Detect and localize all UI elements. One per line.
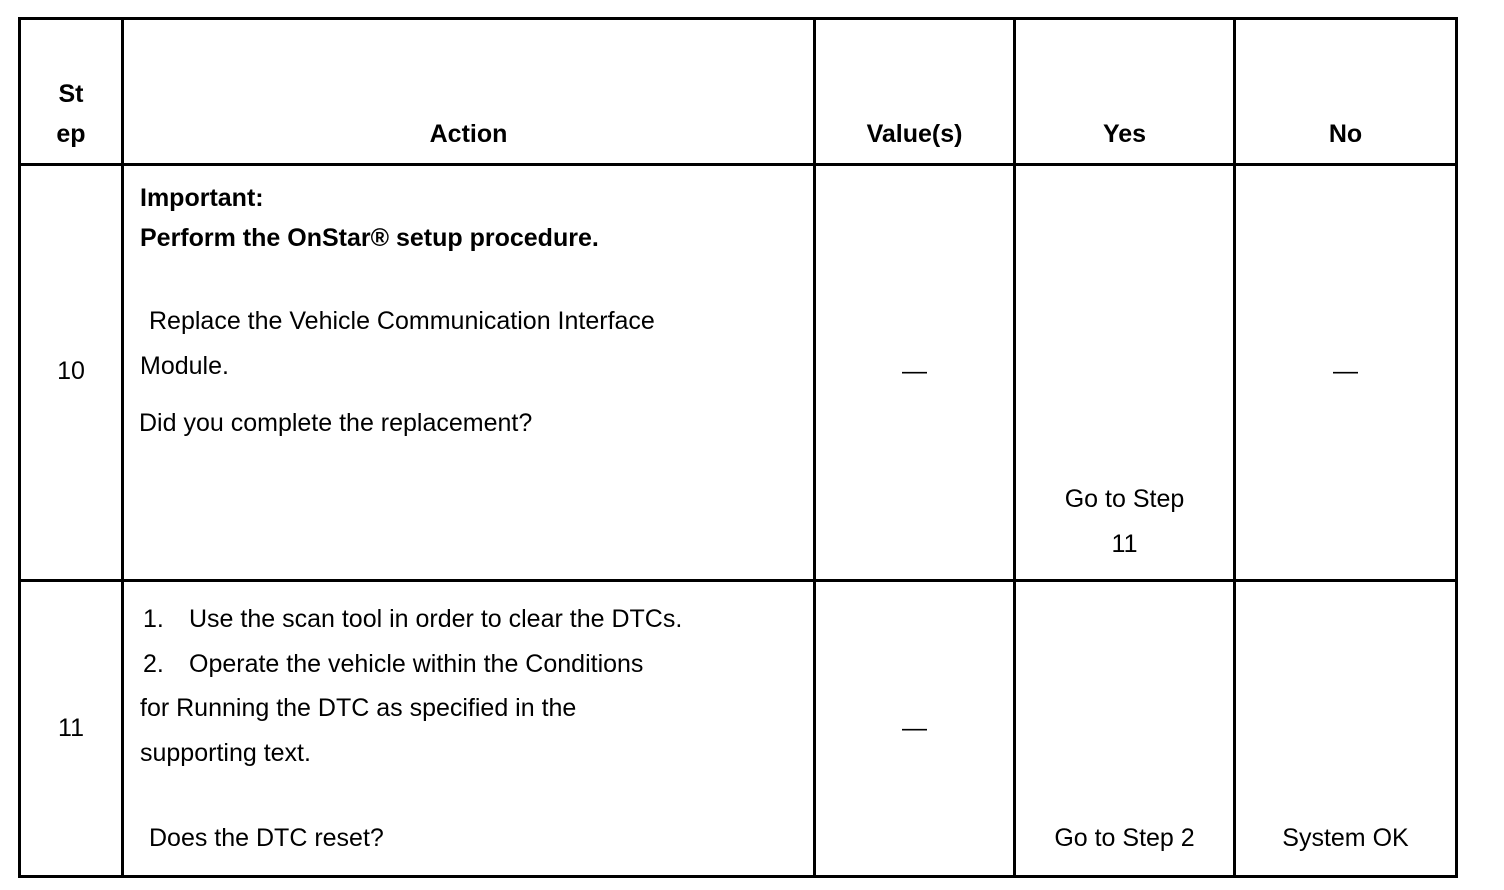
header-yes-label: Yes [1102, 120, 1147, 148]
action-question: Does the DTC reset? [149, 824, 384, 852]
yes-cell [1015, 581, 1235, 877]
value-cell [815, 165, 1015, 581]
step-cell [20, 581, 123, 877]
yes-line1: Go to Step [1064, 485, 1185, 513]
yes-line2: 11 [1111, 530, 1138, 558]
header-action [123, 19, 815, 165]
list-item-number: 2. [143, 650, 164, 678]
table-row [20, 165, 1457, 581]
header-step-line2: ep [56, 120, 86, 148]
table-header-row [20, 19, 1457, 165]
no-cell [1235, 165, 1457, 581]
action-line1: Replace the Vehicle Communication Interface [149, 307, 655, 335]
step-cell [20, 165, 123, 581]
header-values [815, 19, 1015, 165]
no-cell [1235, 581, 1457, 877]
action-question: Did you complete the replacement? [139, 409, 533, 437]
value-cell [815, 581, 1015, 877]
header-values-label: Value(s) [866, 120, 963, 148]
header-step [20, 19, 123, 165]
important-label: Important: [140, 184, 264, 212]
list-item-number: 1. [143, 605, 164, 633]
table-row [20, 581, 1457, 877]
action-line2: Module. [140, 352, 229, 380]
diagnostic-table [18, 17, 1458, 878]
no-text: — [1333, 357, 1358, 385]
header-action-label: Action [429, 120, 508, 148]
no-text: System OK [1282, 824, 1409, 852]
header-no [1235, 19, 1457, 165]
list-item-text: Operate the vehicle within the Conditions [189, 650, 644, 678]
list-item-continuation: for Running the DTC as specified in the [140, 694, 577, 722]
list-item-text: Use the scan tool in order to clear the DTCs. [189, 605, 683, 633]
action-cell [123, 581, 815, 877]
header-no-label: No [1328, 120, 1363, 148]
step-number: 11 [58, 714, 84, 742]
important-text: Perform the OnStar® setup procedure. [140, 224, 599, 252]
yes-text: Go to Step 2 [1054, 824, 1195, 852]
action-cell [123, 165, 815, 581]
value-text: — [902, 714, 927, 742]
yes-cell [1015, 165, 1235, 581]
value-text: — [902, 357, 927, 385]
list-item-continuation: supporting text. [140, 739, 311, 767]
header-step-line1: St [58, 80, 84, 108]
step-number: 10 [57, 357, 85, 385]
header-yes [1015, 19, 1235, 165]
